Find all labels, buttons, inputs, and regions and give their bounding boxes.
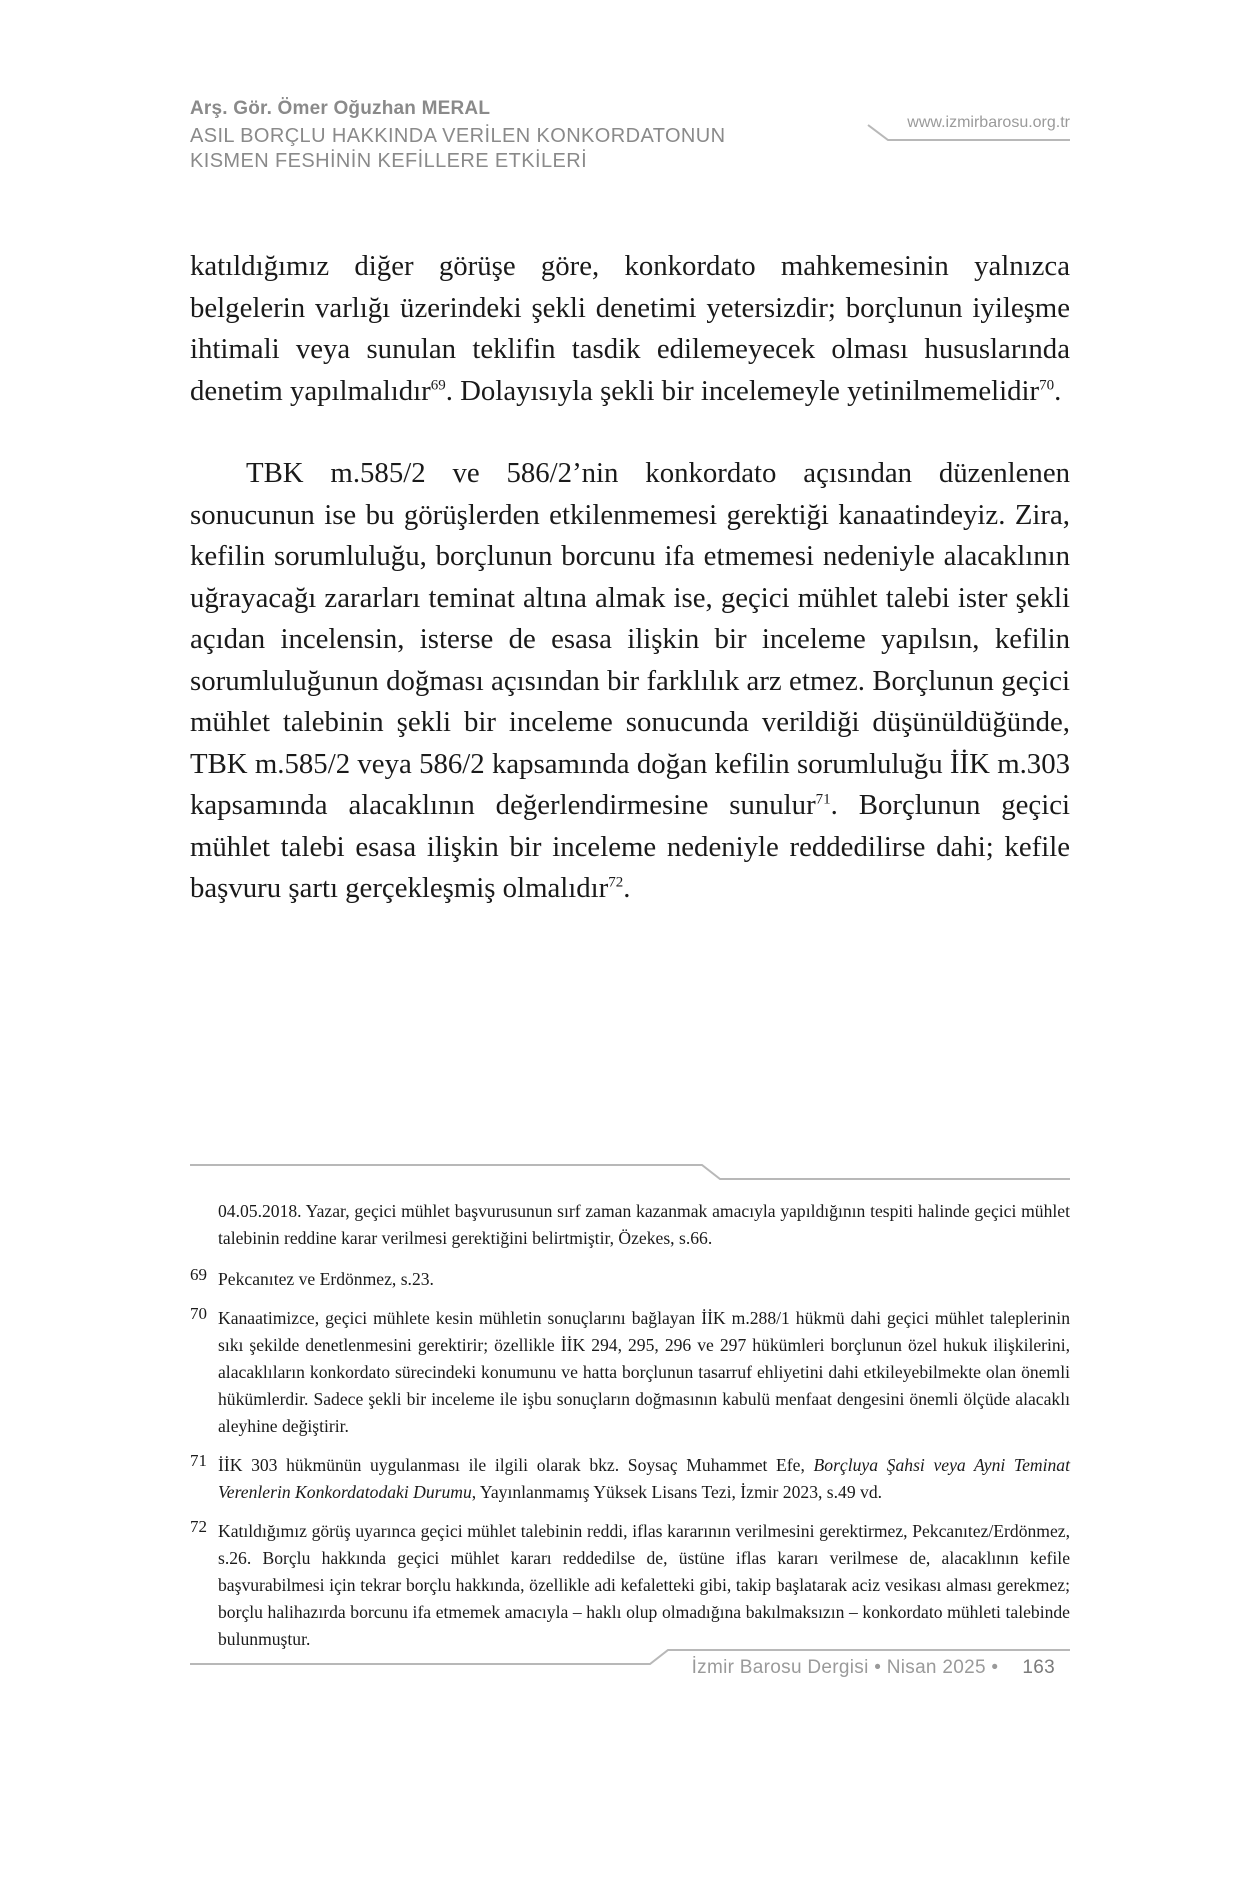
paragraph-2-text-c: .	[623, 872, 631, 904]
paragraph-1-text-b: . Dolayısıyla şekli bir incelemeyle yetinilmemelidir	[445, 374, 1040, 407]
footnote-text: Katıldığımız görüş uyarınca geçici mühlet talebinin reddi, iflas kararının verilmesini gerektirmez, Pekcanıtez/Erdönmez, s.26. Borçlu hakkında geçici mühlet kararı reddedilse de, üstüne iflas kararı verilmese de, alacaklının kefile başvurabilmesi için tekrar borçlu hakkında, özellikle adi kefaletteki gibi, takip başlatarak aciz vesikası alması gerekmez; borçlu halihazırda borcunu ifa etmemek amacıyla – haklı olup olmadığına bakılmaksızın – konkordato mühleti talebinde bulunmuştur.	[218, 1521, 1070, 1649]
footnote-number: 71	[190, 1451, 207, 1470]
footnote-text: Pekcanıtez ve Erdönmez, s.23.	[218, 1269, 434, 1289]
website-link[interactable]: www.izmirbarosu.org.tr	[907, 114, 1070, 131]
footnote-continuation-text: 04.05.2018. Yazar, geçici mühlet başvurusunun sırf zaman kazanmak amacıyla yapıldığının tespiti halinde geçici mühlet talebinin reddine karar verilmesi gerektiğini belirtmiştir, Özekes, s.66.	[218, 1201, 1070, 1248]
footnote-italic-title: Borçluya Şahsi veya Ayni Teminat Verenlerin Konkordatodaki Durumu	[218, 1455, 1070, 1502]
journal-name: İzmir Barosu Dergisi • Nisan 2025 •	[691, 1657, 999, 1678]
article-title-line-2: KISMEN FESHİNİN KEFİLLERE ETKİLERİ	[190, 150, 588, 172]
footnote-text: , Yayınlanmamış Yüksek Lisans Tezi, İzmir 2023, s.49 vd.	[471, 1482, 883, 1502]
footnote-text: Kanaatimizce, geçici mühlete kesin mühletin sonuçlarını bağlayan İİK m.288/1 hükmü dahi geçici mühlet taleplerinin sıkı şekilde denetlenmesini gerektirir; özellikle İİK 294, 295, 296 ve 297 hükümleri borçlunun özel hukuk ilişkilerini, alacaklıların konkordato sürecindeki konumunu ve hatta borçlunun tasarruf ehliyetini dahi etkileyebilmekte olan önemli hükümlerdir. Sadece şekli bir inceleme ile işbu sonuçların doğmasının kabulü menfaat dengesini önemli ölçüde alacaklı aleyhine değiştirir.	[218, 1308, 1070, 1436]
paragraph-2	[190, 453, 1070, 910]
paragraph-1	[190, 246, 1070, 412]
footnote-ref-71[interactable]: 71	[815, 791, 831, 808]
footnote-69	[190, 1266, 1070, 1293]
footnote-ref-69[interactable]: 69	[430, 376, 446, 393]
page-number: 163	[1022, 1657, 1055, 1678]
author-name: Arş. Gör. Ömer Oğuzhan MERAL	[190, 98, 491, 119]
footnote-ref-72[interactable]: 72	[608, 874, 624, 891]
footnote-number: 72	[190, 1517, 207, 1536]
footnote-72	[190, 1518, 1070, 1653]
footnote-70	[190, 1305, 1070, 1440]
footnote-continuation	[190, 1198, 1070, 1252]
footnote-text: İİK 303 hükmünün uygulanması ile ilgili olarak bkz. Soysaç Muhammet Efe,	[218, 1455, 814, 1475]
paragraph-1-text-a: katıldığımız diğer görüşe göre, konkordato mahkemesinin yalnızca belgelerin varlığı üzerindeki şekli denetimi yetersizdir; borçlunun iyileşme ihtimali veya sunulan teklifin tasdik edilemeyecek olması hususlarında denetim yapılmalıdır	[190, 250, 1070, 407]
paragraph-1-text-c: .	[1054, 374, 1062, 407]
footnote-ref-70[interactable]: 70	[1039, 376, 1055, 393]
footnote-71	[190, 1452, 1070, 1506]
main-text	[190, 246, 1070, 910]
footnote-separator	[190, 1155, 1090, 1185]
footnote-number: 70	[190, 1304, 207, 1323]
page-footer	[692, 1657, 1055, 1679]
header-rule	[0, 0, 1260, 160]
paragraph-2-text-a: TBK m.585/2 ve 586/2’nin konkordato açısından düzenlenen sonucunun ise bu görüşlerden etkilenmemesi gerektiği kanaatindeyiz. Zira, kefilin sorumluluğu, borçlunun borcunu ifa etmemesi nedeniyle alacaklının uğrayacağı zararları teminat altına almak ise, geçici mühlet talebi ister şekli açıdan incelensin, isterse de esasa ilişkin bir inceleme yapılsın, kefilin sorumluluğunun doğması açısından bir farklılık arz etmez. Borçlunun geçici mühlet talebinin şekli bir inceleme sonucunda verildiği düşünüldüğünde, TBK m.585/2 veya 586/2 kapsamında doğan kefilin sorumluluğu İİK m.303 kapsamında alacaklının değerlendirmesine sunulur	[190, 457, 1070, 821]
article-title-line-1: ASIL BORÇLU HAKKINDA VERİLEN KONKORDATONUN	[190, 125, 726, 147]
footnote-number: 69	[190, 1265, 207, 1284]
footnotes	[190, 1198, 1070, 1665]
paragraph-2-text-b: . Borçlunun geçici mühlet talebi esasa ilişkin bir inceleme nedeniyle reddedilirse dahi; kefile başvuru şartı gerçekleşmiş olmalıdır	[190, 789, 1070, 904]
